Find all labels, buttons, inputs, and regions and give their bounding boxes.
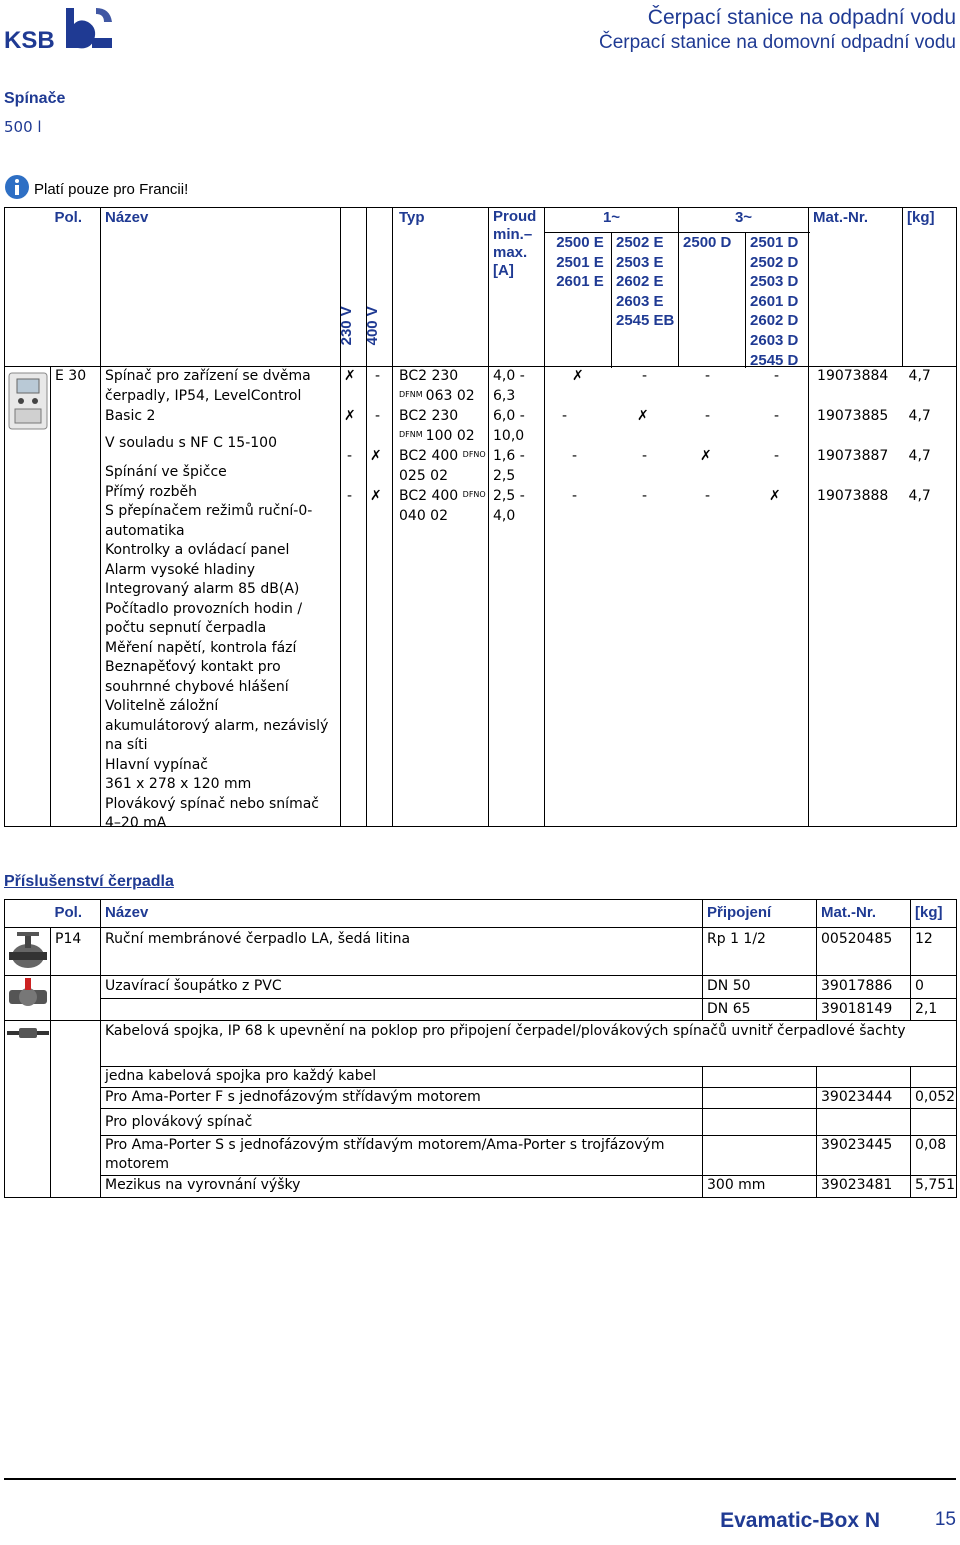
proud-min: 4,0 -	[493, 368, 525, 384]
col-mat: Mat.-Nr.	[809, 208, 903, 367]
g4-1: 2502 D	[750, 253, 799, 271]
typ-sup: DFNO	[462, 490, 486, 499]
valve-image-cell	[5, 976, 51, 1021]
switch-table	[4, 207, 957, 831]
c2-mark: ✗	[637, 408, 649, 424]
typ-sup: DFNM	[399, 390, 423, 399]
acc-col-kg: [kg]	[911, 900, 957, 928]
accessories-table	[4, 899, 957, 1198]
desc-line: Přímý rozběh	[105, 484, 197, 500]
section-subtitle-volume: 500 l	[4, 118, 42, 136]
description-cell	[101, 367, 341, 831]
header-title: Čerpací stanice na odpadní vodu	[647, 6, 956, 29]
typ-line1	[399, 447, 489, 467]
v400-mark: ✗	[370, 488, 382, 504]
proud-min: 2,5 -	[493, 488, 525, 504]
acc-conn: DN 50	[703, 976, 817, 999]
typ-code: BC2 400	[399, 448, 459, 464]
desc-line: automatika	[105, 523, 185, 539]
g4-0: 2501 D	[750, 234, 799, 251]
desc-line: Měření napětí, kontrola fází	[105, 640, 297, 656]
desc-line: S přepínačem režimů ruční-0-	[105, 503, 313, 519]
acc-col-mat: Mat.-Nr.	[817, 900, 911, 928]
acc-name: Uzavírací šoupátko z PVC	[101, 976, 703, 999]
col-3phase	[679, 208, 809, 367]
group-2	[612, 232, 679, 368]
desc-line: souhrnné chybové hlášení	[105, 679, 289, 695]
c3-mark: -	[705, 488, 711, 504]
acc-mat: 39023444	[817, 1088, 911, 1109]
typ-line2	[399, 387, 475, 407]
col-name: Název	[101, 208, 341, 367]
g4-6: 2545 D	[750, 351, 799, 369]
typ-sup: DFNO	[462, 450, 486, 459]
kg-value: 4,7	[908, 488, 931, 504]
label-230v: 230 V	[337, 306, 355, 346]
g2-2: 2602 E	[616, 273, 664, 291]
typ-line2	[399, 427, 475, 447]
c4-mark: -	[774, 408, 780, 424]
desc-line: 4–20 mA	[105, 815, 167, 831]
acc-kg: 0	[911, 976, 957, 999]
proud-max: 4,0	[493, 508, 516, 524]
g1-0: 2500 E	[556, 234, 604, 251]
v230-mark: ✗	[344, 368, 356, 384]
typ-line2: 040 02	[399, 508, 448, 524]
typ-code: 063 02	[425, 388, 475, 404]
typ-sup: DFNM	[399, 430, 423, 439]
desc-line: na síti	[105, 737, 148, 753]
v230-cell	[341, 367, 367, 827]
v400-mark: -	[375, 368, 381, 384]
applicability-cell	[545, 367, 809, 827]
v230-mark: -	[347, 448, 353, 464]
desc-line: Basic 2	[105, 408, 156, 424]
acc-mat: 39023445	[817, 1136, 911, 1176]
info-note: Platí pouze pro Francii!	[34, 181, 189, 198]
proud-max: 6,3	[493, 388, 516, 404]
typ-cell	[393, 367, 489, 827]
kg-cell	[903, 367, 957, 827]
v400-mark: ✗	[370, 448, 382, 464]
acc-kg: 5,751	[911, 1176, 957, 1198]
acc-name: jedna kabelová spojka pro každý kabel	[101, 1067, 703, 1088]
mat-cell	[809, 367, 903, 827]
ksb-logo	[4, 4, 116, 54]
g4-2: 2503 D	[750, 273, 799, 291]
acc-kg: 0,052	[911, 1088, 957, 1109]
c3-mark: -	[705, 408, 711, 424]
proud-cell	[489, 367, 545, 827]
col-kg: [kg]	[903, 208, 957, 367]
proud-min: 1,6 -	[493, 448, 525, 464]
header-subtitle: Čerpací stanice na domovní odpadní vodu	[598, 32, 956, 53]
acc-kg: 0,08	[911, 1136, 957, 1176]
g4-4: 2602 D	[750, 312, 799, 330]
col-typ: Typ	[393, 208, 489, 367]
g2-4: 2545 EB	[616, 312, 675, 330]
typ-line1	[399, 487, 489, 507]
kg-value: 4,7	[908, 448, 931, 464]
desc-line: 361 x 278 x 120 mm	[105, 776, 252, 792]
acc-mat: 39017886	[817, 976, 911, 999]
footer-product: Evamatic-Box N	[720, 1509, 880, 1532]
c2-mark: -	[642, 448, 648, 464]
g3-0: 2500 D	[683, 234, 732, 251]
product-image-cell	[5, 367, 51, 827]
proud-max: 2,5	[493, 468, 516, 484]
footer-rule	[4, 1478, 956, 1480]
acc-name: Pro Ama-Porter S s jednofázovým střídavým motorem/Ama-Porter s trojfázovým motorem	[101, 1136, 703, 1176]
cable-image-cell	[5, 1021, 51, 1198]
info-icon	[4, 174, 30, 204]
g1-2: 2601 E	[556, 273, 604, 291]
acc-conn: Rp 1 1/2	[703, 928, 817, 976]
c4-mark: ✗	[769, 488, 781, 504]
desc-line: Beznapěťový kontakt pro	[105, 659, 281, 675]
v230-mark: ✗	[344, 408, 356, 424]
c1-mark: ✗	[572, 368, 584, 384]
typ-line1: BC2 230	[399, 408, 459, 424]
group-4	[746, 232, 810, 368]
acc-conn: 300 mm	[703, 1176, 817, 1198]
typ-code: 100 02	[425, 428, 475, 444]
acc-col-conn: Připojení	[703, 900, 817, 928]
pvc-valve-image	[7, 978, 49, 1012]
mat-nr: 19073884	[817, 368, 889, 384]
acc-mat: 39023481	[817, 1176, 911, 1198]
g2-1: 2503 E	[616, 253, 664, 271]
acc-mat: 39018149	[817, 998, 911, 1021]
desc-line: Kontrolky a ovládací panel	[105, 542, 290, 558]
desc-line: Spínač pro zařízení se dvěma	[105, 368, 311, 384]
pos-e30: E 30	[51, 367, 101, 827]
desc-line: Plovákový spínač nebo snímač	[105, 796, 319, 812]
acc-col-pol: Pol.	[51, 900, 101, 928]
mat-nr: 19073885	[817, 408, 889, 424]
acc-name-wide: Kabelová spojka, IP 68 k upevnění na poklop pro připojení čerpadel/plovákových spínačů uvnitř čerpadlové šachty	[101, 1021, 957, 1067]
acc-conn: DN 65	[703, 998, 817, 1021]
switchbox-image	[7, 371, 49, 438]
desc-line: čerpadly, IP54, LevelControl	[105, 388, 302, 404]
acc-kg: 2,1	[911, 998, 957, 1021]
acc-pol: P14	[51, 928, 101, 976]
c4-mark: -	[774, 448, 780, 464]
desc-line: Volitelně záložní	[105, 698, 219, 714]
cable-coupling-image	[7, 1025, 49, 1041]
page-number: 15	[934, 1509, 956, 1530]
v400-mark: -	[375, 408, 381, 424]
c1-mark: -	[572, 448, 578, 464]
g4-3: 2601 D	[750, 292, 799, 310]
g2-3: 2603 E	[616, 292, 664, 310]
c1-mark: -	[572, 488, 578, 504]
acc-name: Mezikus na vyrovnání výšky	[101, 1176, 703, 1198]
group-1	[545, 232, 612, 368]
acc-name	[101, 998, 703, 1021]
mat-nr: 19073888	[817, 488, 889, 504]
desc-line: Hlavní vypínač	[105, 757, 208, 773]
v400-cell	[367, 367, 393, 827]
c1-mark: -	[562, 408, 568, 424]
logo-text: KSB	[4, 27, 55, 54]
col-400v	[363, 208, 393, 367]
desc-line: počtu sepnutí čerpadla	[105, 620, 267, 636]
proud-max: 10,0	[493, 428, 525, 444]
c3-mark: -	[705, 368, 711, 384]
group-3	[679, 232, 746, 368]
section-title-switches: Spínače	[4, 90, 66, 107]
label-400v: 400 V	[363, 306, 381, 346]
typ-line2: 025 02	[399, 468, 448, 484]
pump-image-cell	[5, 928, 51, 976]
desc-line: Spínání ve špičce	[105, 464, 227, 480]
acc-name: Pro plovákový spínač	[101, 1109, 703, 1136]
acc-mat: 00520485	[817, 928, 911, 976]
g4-5: 2603 D	[750, 331, 799, 349]
g1-1: 2501 E	[556, 253, 604, 271]
desc-line: akumulátorový alarm, nezávislý	[105, 718, 329, 734]
c4-mark: -	[774, 368, 780, 384]
mat-nr: 19073887	[817, 448, 889, 464]
col-1phase	[545, 208, 679, 367]
typ-code: BC2 400	[399, 488, 459, 504]
label-3phase: 3~	[734, 209, 753, 226]
section-title-accessories: Příslušenství čerpadla	[4, 873, 174, 890]
desc-line: Integrovaný alarm 85 dB(A)	[105, 581, 300, 597]
v230-mark: -	[347, 488, 353, 504]
typ-line1: BC2 230	[399, 368, 459, 384]
g2-0: 2502 E	[616, 234, 664, 251]
label-1phase: 1~	[602, 209, 621, 226]
c2-mark: -	[642, 488, 648, 504]
proud-min: 6,0 -	[493, 408, 525, 424]
acc-kg: 12	[911, 928, 957, 976]
desc-line: Počítadlo provozních hodin /	[105, 601, 303, 617]
col-pol: Pol.	[51, 208, 101, 367]
desc-line: V souladu s NF C 15-100	[105, 435, 277, 451]
desc-line: Alarm vysoké hladiny	[105, 562, 256, 578]
kg-value: 4,7	[908, 408, 931, 424]
kg-value: 4,7	[908, 368, 931, 384]
c3-mark: ✗	[700, 448, 712, 464]
acc-name: Pro Ama-Porter F s jednofázovým střídavým motorem	[101, 1088, 703, 1109]
col-proud: Proud min.– max. [A]	[489, 208, 545, 367]
acc-col-name: Název	[101, 900, 703, 928]
hand-pump-image	[7, 930, 49, 974]
acc-name: Ruční membránové čerpadlo LA, šedá litina	[101, 928, 703, 976]
c2-mark: -	[642, 368, 648, 384]
